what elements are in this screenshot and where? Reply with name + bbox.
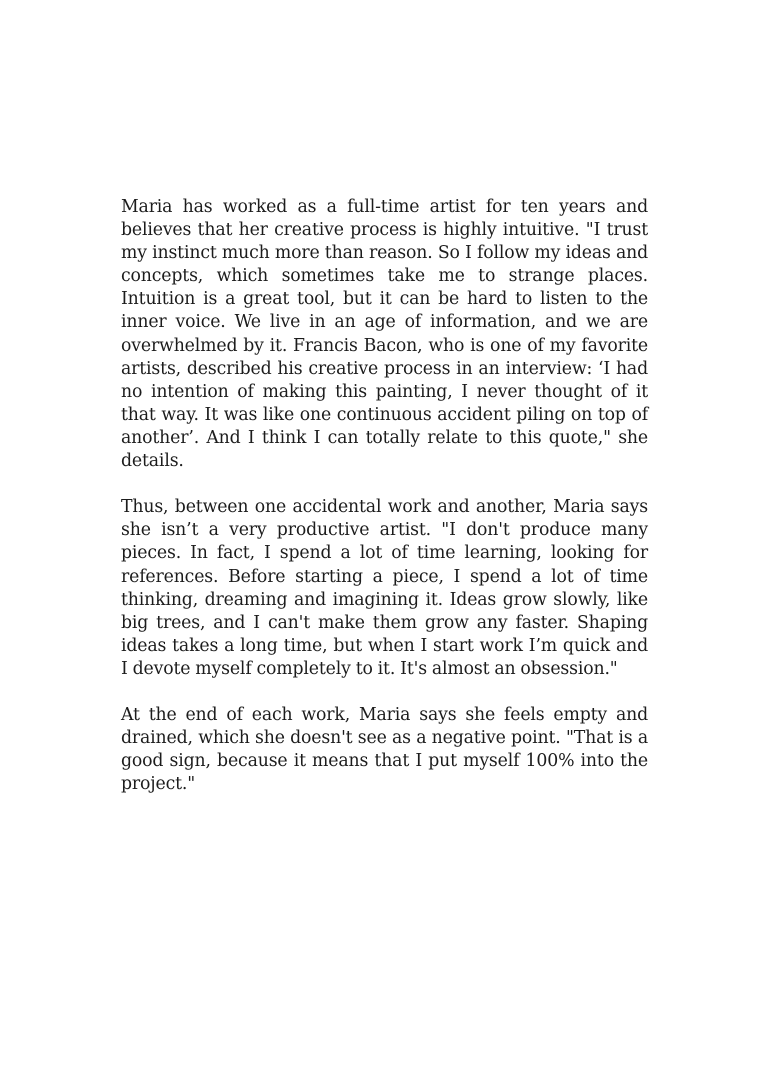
article-body bbox=[121, 196, 648, 796]
paragraph-creative-process: Maria has worked as a full-time artist for ten years and believes that her creative process is highly intuitive. "I trust my instinct much more than reason. So I follow my ideas and concepts, which sometimes take me to strange places. Intuition is a great tool, but it can be hard to listen to the inner voice. We live in an age of information, and we are overwhelmed by it. Francis Bacon, who is one of my favorite artists, described his creative process in an interview: ‘I had no intention of making this painting, I never thought of it that way. It was like one continuous accident piling on top of another’. And I think I can totally relate to this quote," she details. bbox=[121, 197, 648, 472]
paragraph-end-of-work: At the end of each work, Maria says she feels empty and drained, which she doesn't see as a negative point. "That is a good sign, because it means that I put myself 100% into the project." bbox=[121, 705, 648, 795]
paragraph-productivity: Thus, between one accidental work and another, Maria says she isn’t a very productive artist. "I don't produce many pieces. In fact, I spend a lot of time learning, looking for references. Before starting a piece, I spend a lot of time thinking, dreaming and imagining it. Ideas grow slowly, like big trees, and I can't make them grow any faster. Shaping ideas takes a long time, but when I start work I’m quick and I devote myself completely to it. It's almost an obsession." bbox=[121, 497, 648, 679]
